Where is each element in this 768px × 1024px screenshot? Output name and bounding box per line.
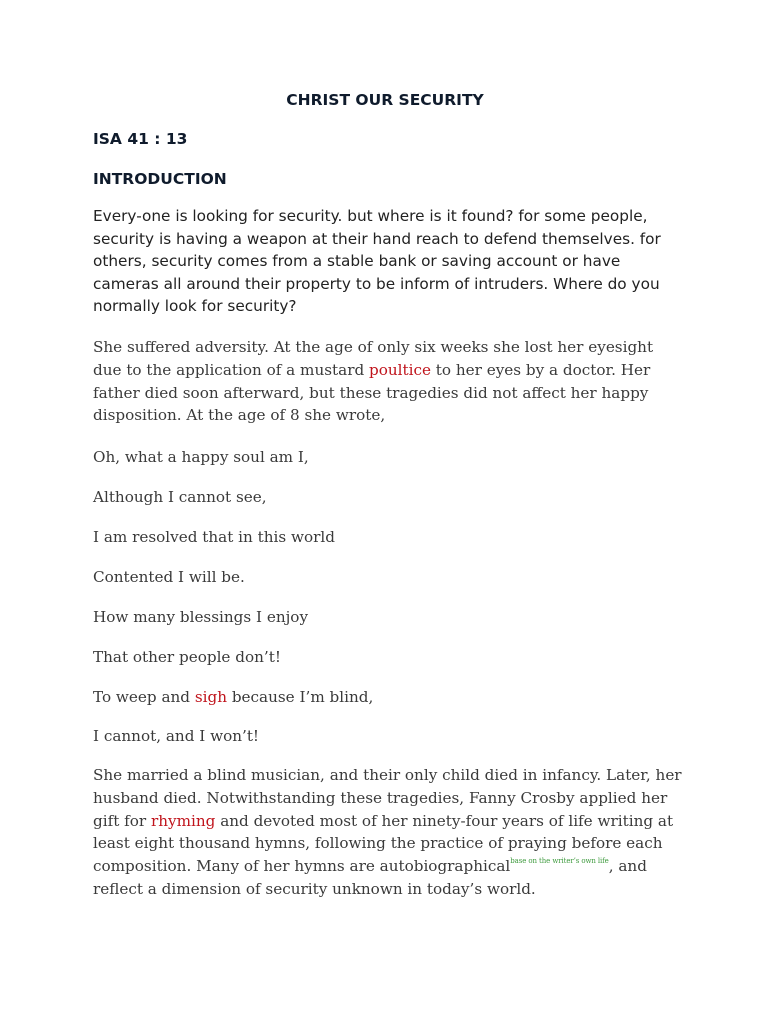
section-heading: INTRODUCTION [93,170,227,188]
page-title: CHRIST OUR SECURITY [286,91,484,109]
poem-line-4: Contented I will be. [93,568,245,586]
scripture-reference: ISA 41 : 13 [93,130,188,148]
highlighted-word-rhyming: rhyming [150,811,216,830]
poem-line-7 [93,686,373,709]
adversity-text-after: to her eyes by a doctor. Her father died soon afterward, but these tragedies did not affect her happy disposition. At the age of 8 she wrote, [93,360,651,425]
poem-line-5: How many blessings I enjoy [93,608,309,626]
highlighted-word-sigh: sigh [194,688,227,706]
adversity-text-before: She suffered adversity. At the age of only six weeks she lost her eyesight due to the application of a mustard [93,338,654,379]
married-text-part-2: and devoted most of her ninety-four years of life writing at least eight thousand hymns, following the practice of praying before each composition. Many of her hymns are autobiographical [93,811,674,876]
footnote-annotation: base on the writer’s own life [510,857,609,866]
poem-line-6: That other people don’t! [93,648,281,666]
highlighted-word-poultice: poultice [369,360,431,379]
poem-line-7-before: To weep and [93,688,195,706]
married-paragraph [93,764,683,901]
intro-paragraph: Every-one is looking for security. but where is it found? for some people, security is having a weapon at their hand reach to defend themselves. for others, security comes from a stable bank or saving account or have cameras all around their property to be inform of intruders. Where do you normally look for security? [93,207,661,315]
poem-line-2: Although I cannot see, [93,488,267,506]
poem-line-1: Oh, what a happy soul am I, [93,448,309,466]
poem-line-7-after: because I’m blind, [227,688,374,706]
poem-line-8: I cannot, and I won’t! [93,727,260,745]
married-text-part-3: , and reflect a dimension of security unknown in today’s world. [93,857,647,898]
poem-line-3: I am resolved that in this world [93,528,335,546]
adversity-paragraph [93,336,683,427]
married-text-part-1: She married a blind musician, and their only child died in infancy. Later, her husband died. Notwithstanding these tragedies, Fanny Crosby applied her gift for [93,766,682,830]
